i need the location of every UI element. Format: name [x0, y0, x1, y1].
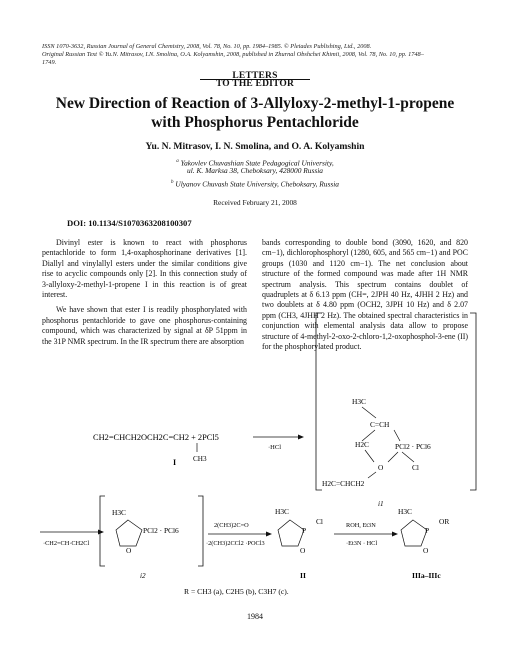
original-text-note-continued: 1749. [42, 59, 57, 66]
ii-ring [278, 520, 307, 546]
iii-label: IIIa–IIIc [412, 571, 441, 580]
arrow-1-label: ·HCl [268, 444, 281, 451]
i1-bond-f [368, 472, 376, 478]
doi[interactable]: DOI: 10.1134/S1070363208100307 [67, 218, 192, 228]
reactant-label: I [173, 458, 177, 467]
lower-arrow-label: ·CH2=CH·CH2Cl [43, 540, 90, 547]
i1-pcl: PCl2 · PCl6 [395, 442, 431, 451]
journal-citation: ISSN 1070-3632, Russian Journal of General Chemistry, 2008, Vol. 78, No. 10, pp. 1984–1985. © Pleiades Publishing, Ltd., 2008. [42, 43, 372, 50]
i1-h2c: H2C [355, 440, 369, 449]
arrow-head-3 [392, 532, 398, 537]
article-title-line2: with Phosphorus Pentachloride [151, 114, 359, 131]
arrow-head-1 [298, 435, 304, 440]
reaction-scheme [0, 300, 510, 600]
original-text-note: Original Russian Text © Yu.N. Mitrasov, I.N. Smolina, O.A. Kolyamshin, 2008, published in Zhurnal Obshchei Khimii, 2008, Vol. 78, No. 10, pp. 1748– [42, 51, 424, 58]
page-number: 1984 [247, 612, 263, 621]
affiliation-a-line1: Yakovlev Chuvashian State Pedagogical University, [180, 158, 334, 168]
paragraph-results: We have shown that ester I is readily phosphorylated with phosphorus pentachloride to gave one phosphorus-containing compound, which was characterized by signal at δP 51ppm in the 31P NMR spectrum. In the IR spectrum there are absorption [42, 305, 247, 346]
i1-label: i1 [378, 500, 384, 508]
section-heading-editor: TO THE EDITOR [215, 79, 295, 89]
iii-phosphorus: P [425, 526, 430, 535]
i1-bond-a [362, 407, 376, 418]
iii-alkoxy: OR [439, 517, 450, 526]
arrow-2-byproducts: ·2(CH3)2CCl2 ·POCl3 [206, 540, 265, 547]
i1-vinyl: C=CH [370, 420, 390, 429]
affiliation-b: $^b$ Ulyanov Chuvash State University, Cheboksary, Russia [171, 179, 339, 189]
iii-oxygen: O [423, 546, 429, 555]
reactant-formula: CH2=CHCH2OCH2C=CH2 + 2PCl5 [93, 433, 219, 442]
ii-methyl: H3C [275, 507, 289, 516]
i1-bond-c [394, 430, 400, 441]
section-heading-letters: LETTERS [232, 71, 278, 81]
ii-phosphorus: P [302, 526, 307, 535]
iii-ring [401, 520, 430, 546]
arrow-2-reagent: 2(CH3)2C=O [214, 522, 249, 529]
i1-p-cl-bond [402, 452, 414, 462]
article-title-line1: New Direction of Reaction of 3-Allyloxy-2-methyl-1-propene [55, 95, 455, 112]
arrow-3-byproduct: ·Et3N · HCl [346, 540, 378, 547]
i2-label: i2 [140, 572, 146, 580]
ii-label: II [300, 571, 306, 580]
affiliation-b-text: Ulyanov Chuvash State University, Cheboksary, Russia [175, 179, 339, 189]
i1-allyl: H2C=CHCH2 [322, 479, 365, 488]
i2-pcl: PCl2 · PCl6 [143, 526, 179, 535]
reactant-ch3: CH3 [193, 455, 207, 463]
affiliation-a: $^a$ Yakovlev Chuvashian State Pedagogical University, [176, 158, 334, 168]
article-authors: Yu. N. Mitrasov, I. N. Smolina, and O. A. Kolyamshin [145, 141, 365, 152]
i2-methyl: H3C [112, 508, 126, 517]
paragraph-spectra: bands corresponding to double bond (3090, 1620, and 820 cm−1), dichlorophosphoryl (1280, 605, and 565 cm−1) and POC groups (1030 and 1120 cm−1). The net conclusion about structure of the formed compound was made after 1H NMR spectrum analysis. This spectrum contains doublet of quadruplets at δ 6.13 ppm (CH=, 2JPH 40 Hz, 4JHH 2 Hz) and two doublets at δ 4.80 ppm (OCH2, 3JPH 10 Hz) and δ 2.07 ppm (CH3, 4JHH 2 Hz). The obtained spectral characteristics in conjunction with elemental analysis data allow to propose structure of 4-methyl-2-oxo-2-chloro-1,2-oxophosphol-3-ene (II) for the phosphorylated product. [262, 238, 468, 352]
bracket-left-i1 [316, 313, 322, 490]
arrow-head-lower [98, 530, 104, 535]
bracket-right-i1 [470, 313, 476, 490]
bracket-right-i2 [198, 496, 203, 566]
paragraph-intro: Divinyl ester is known to react with phosphorus pentachloride to form 1,4-oxaphosphorinane derivatives [1]. Diallyl and vinylallyl esters under the similar conditions give rise to acyclic compounds only [2]. In this connection study of 3-allyloxy-2-methyl-1-propene I in this reaction is of great interest. [42, 238, 247, 300]
received-date: Received February 21, 2008 [213, 198, 297, 207]
iii-methyl: H3C [398, 507, 412, 516]
i1-bond-d [365, 450, 374, 462]
arrow-3-reagent: ROH, Et3N [346, 522, 376, 529]
i1-chlorine: Cl [412, 463, 419, 472]
i1-bond-e [388, 452, 398, 462]
affiliation-a-address: ul. K. Marksa 38, Cheboksary, 428000 Russia [187, 166, 323, 175]
i2-ring [116, 520, 142, 546]
r-group-legend: R = CH3 (a), C2H5 (b), C3H7 (c). [184, 587, 289, 596]
ii-oxygen: O [300, 546, 306, 555]
i1-oxygen: O [378, 463, 384, 472]
ii-chlorine: Cl [316, 517, 323, 526]
arrow-head-2 [266, 532, 272, 537]
i1-methyl: H3C [352, 397, 366, 406]
i2-oxygen: O [126, 546, 132, 555]
